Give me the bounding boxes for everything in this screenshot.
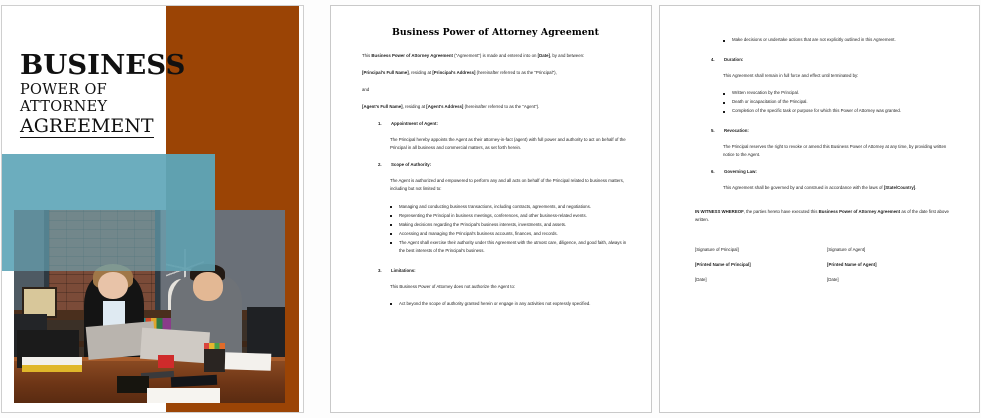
section-body-3: This Business Power of Attorney does not authorize the Agent to:: [390, 283, 516, 289]
principal-date-line: [Date]: [695, 277, 707, 283]
section-body-5: The Principal reserves the right to revoke or amend this Business Power of Attorney at any time, by providing written notice to the Agent.: [723, 144, 947, 158]
list-item: Act beyond the scope of authority granted herein or engage in any activities not expressly specified.: [390, 300, 629, 308]
section-3-bullets: [362, 300, 629, 308]
witness-mid-text: , the parties hereto have executed this: [743, 209, 819, 215]
section-title-6: Governing Law:: [724, 169, 757, 175]
agent-mid-text: , residing at: [402, 104, 427, 110]
section-body-4: This Agreement shall remain in full force and effect until terminated by:: [723, 73, 859, 79]
page-three-body: [695, 36, 959, 292]
section-number-3: 3.: [378, 267, 382, 273]
witness-agreement-name: Business Power of Attorney Agreement: [818, 209, 901, 215]
agent-paragraph: [362, 103, 629, 111]
witness-lead-bold: IN WITNESS WHEREOF: [695, 209, 744, 215]
teal-orange-blend: [166, 154, 215, 271]
section-heading-2: [362, 161, 629, 169]
cover-title-business: BUSINESS: [20, 50, 186, 81]
page-two-body: [362, 24, 629, 310]
section-body-6: [695, 184, 959, 192]
intro-agreement-name: Business Power of Attorney Agreement: [371, 53, 453, 59]
section-title-2: Scope of Authority:: [391, 162, 432, 168]
section-heading-5: [695, 127, 959, 135]
intro-date-placeholder: [Date]: [537, 53, 550, 59]
signature-block: [695, 246, 959, 291]
page-three[interactable]: [659, 5, 980, 413]
intro-text-b: ("Agreement") is made and entered into on: [452, 53, 538, 59]
list-item: Making decisions regarding the Principal's business interests, investments, and assets.: [390, 221, 629, 229]
witness-paragraph: [695, 208, 959, 224]
witness-tail-text: as of the date first above written.: [695, 209, 949, 223]
cover-title-power-of-attorney: POWER OF ATTORNEY: [20, 82, 108, 115]
list-item: Death or incapacitation of the Principal.: [723, 98, 959, 106]
signature-column-principal: [695, 246, 827, 291]
section-number-5: 5.: [711, 128, 715, 134]
section-body-2: The Agent is authorized and empowered to perform any and all acts on behalf of the Principal related to business matters, including but not limited to:: [390, 178, 624, 192]
cover-artwork: [2, 6, 303, 412]
section-title-3: Limitations:: [391, 267, 416, 273]
principal-address-placeholder: [Principal's Address]: [432, 70, 476, 76]
principal-printed-name-line: [Printed Name of Principal]: [695, 262, 751, 268]
agent-date-line: [Date]: [827, 277, 839, 283]
section-number-6: 6.: [711, 169, 715, 175]
section-heading-1: [362, 120, 629, 128]
agent-name-placeholder: [Agent's Full Name]: [362, 104, 403, 110]
principal-signature-line: [Signature of Principal]: [695, 247, 739, 253]
list-item: Written revocation by the Principal.: [723, 89, 959, 97]
section-heading-6: [695, 168, 959, 176]
section-heading-4: [695, 56, 959, 64]
intro-text-c: , by and between:: [549, 53, 585, 59]
principal-mid-text: , residing at: [408, 70, 433, 76]
list-item: Accessing and managing the Principal's business accounts, finances, and records.: [390, 230, 629, 238]
cover-title-agreement: AGREEMENT: [20, 115, 154, 138]
section-number-4: 4.: [711, 57, 715, 63]
agent-printed-name-line: [Printed Name of Agent]: [827, 262, 877, 268]
section-title-1: Appointment of Agent:: [391, 121, 438, 127]
section-title-4: Duration:: [724, 57, 744, 63]
page-two[interactable]: [330, 5, 652, 413]
state-country-placeholder: [State/Country]: [883, 185, 916, 191]
agent-signature-line: [Signature of Agent]: [827, 247, 866, 253]
section-number-2: 2.: [378, 162, 382, 168]
section-body-1: The Principal hereby appoints the Agent as their attorney-in-fact (agent) with full power and authority to act on behalf of the Principal in all business and commercial matters, as set forth herein.: [390, 137, 626, 151]
principal-paragraph: [362, 69, 629, 77]
principal-name-placeholder: [Principal's Full Name]: [362, 70, 409, 76]
section-title-5: Revocation:: [724, 128, 749, 134]
section-4-bullets: [695, 89, 959, 115]
governing-law-text-b: .: [915, 185, 917, 191]
list-item: Make decisions or undertake actions that are not explicitly outlined in this Agreement.: [723, 36, 959, 44]
section-number-1: 1.: [378, 121, 382, 127]
and-connector: and: [362, 87, 370, 93]
list-item: Completion of the specific task or purpose for which this Power of Attorney was granted.: [723, 107, 959, 115]
intro-paragraph: [362, 52, 629, 60]
list-item: The Agent shall exercise their authority under this Agreement with the utmost care, diligence, and good faith, always in the best interests of the Principal's business.: [390, 239, 629, 255]
cover-title-group: [20, 52, 190, 138]
signature-column-agent: [827, 246, 959, 291]
section-2-bullets: [362, 203, 629, 255]
list-item: Representing the Principal in business meetings, conferences, and other business-related events.: [390, 212, 629, 220]
continued-bullets: [695, 36, 959, 44]
principal-tail-text: (hereinafter referred to as the "Principal"),: [475, 70, 557, 76]
intro-text-a: This: [362, 53, 372, 59]
agent-address-placeholder: [Agent's Address]: [426, 104, 464, 110]
agent-tail-text: (hereinafter referred to as the "Agent").: [463, 104, 540, 110]
page-cover[interactable]: [1, 5, 304, 413]
section-heading-3: [362, 267, 629, 275]
list-item: Managing and conducting business transactions, including contracts, agreements, and negotiations.: [390, 203, 629, 211]
document-heading: Business Power of Attorney Agreement: [391, 27, 600, 38]
governing-law-text-a: This Agreement shall be governed by and construed in accordance with the laws of: [723, 185, 884, 191]
